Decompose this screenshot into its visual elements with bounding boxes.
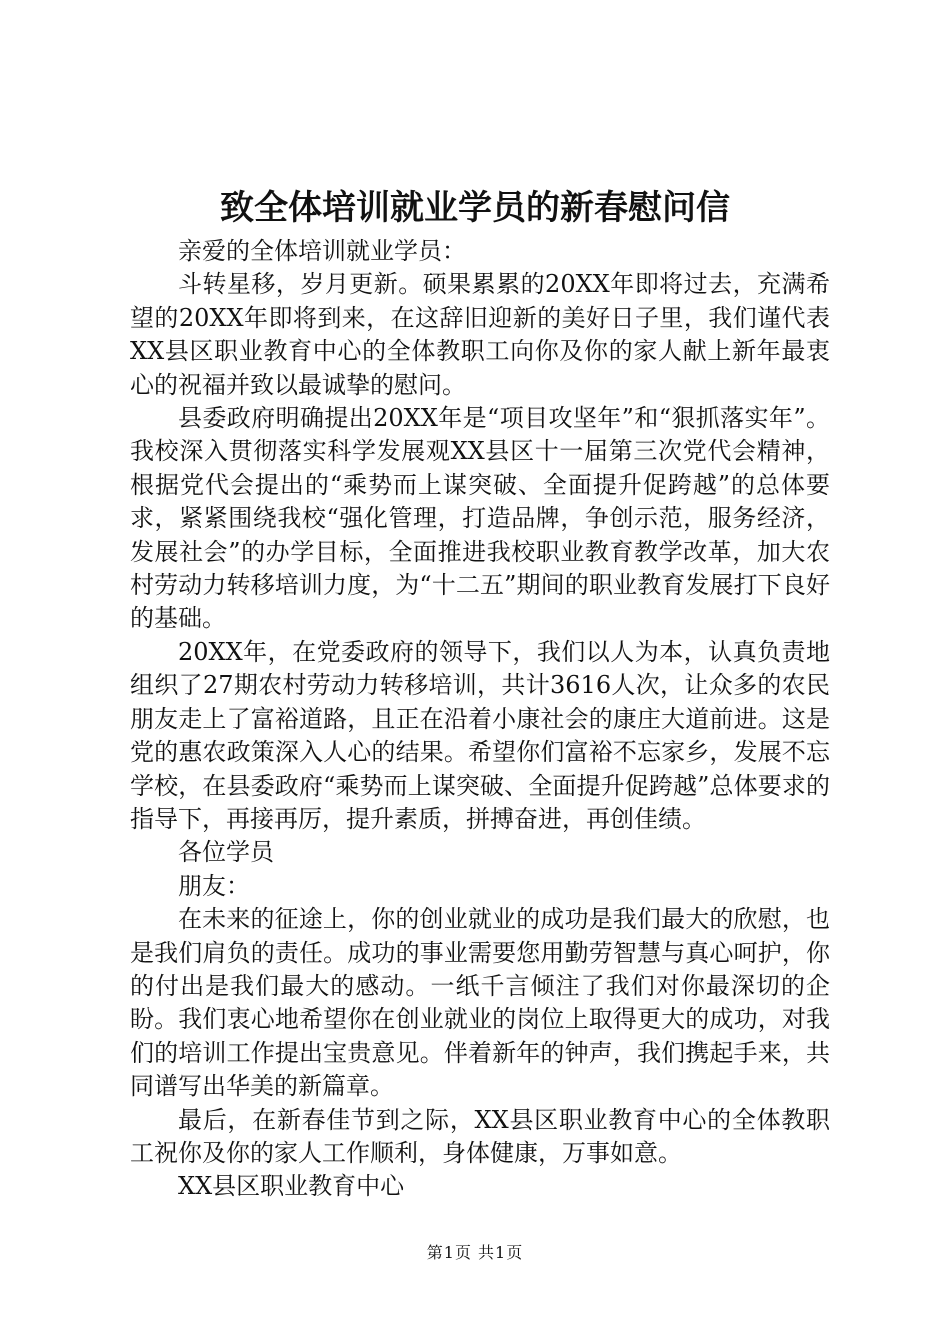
- signature: XX县区职业教育中心: [178, 1172, 405, 1201]
- page-number: 第1页 共1页: [426, 1243, 524, 1262]
- paragraph-achievements: 20XX年，在党委政府的领导下，我们以人为本，认真负责地组织了27期农村劳动力转移培训，共计3616人次，让众多的农民朋友走上了富裕道路，且正在沿着小康社会的康庄大道前进。这是党的惠农政策深入人心的结果。希望你们富裕不忘家乡，发展不忘学校，在县委政府“乘势而上谋突破、全面提升促跨越”总体要求的指导下，再接再厉，提升素质，拼搏奋进，再创佳绩。: [130, 637, 830, 833]
- paragraph-closing: 最后，在新春佳节到之际，XX县区职业教育中心的全体教职工祝你及你的家人工作顺利，身体健康，万事如意。: [130, 1105, 830, 1167]
- document-title: 致全体培训就业学员的新春慰问信: [220, 188, 730, 228]
- salutation: 亲爱的全体培训就业学员：: [178, 237, 466, 265]
- paragraph-future: 在未来的征途上，你的创业就业的成功是我们最大的欣慰，也是我们肩负的责任。成功的事业需要您用勤劳智慧与真心呵护，你的付出是我们最大的感动。一纸千言倾注了我们对你最深切的企盼。我们衷心地希望你在创业就业的岗位上取得更大的成功，对我们的培训工作提出宝贵意见。伴着新年的钟声，我们携起手来，共同谱写出华美的新篇章。: [130, 905, 830, 1101]
- paragraph-greeting: 斗转星移，岁月更新。硕果累累的20XX年即将过去，充满希望的20XX年即将到来，在这辞旧迎新的美好日子里，我们谨代表XX县区职业教育中心的全体教职工向你及你的家人献上新年最衷心的祝福并致以最诚挚的慰问。: [130, 270, 830, 399]
- letter-body: [130, 235, 830, 1204]
- paragraph-policy: 县委政府明确提出20XX年是“项目攻坚年”和“狠抓落实年”。我校深入贯彻落实科学发展观XX县区十一届第三次党代会精神，根据党代会提出的“乘势而上谋突破、全面提升促跨越”的总体要求，紧紧围绕我校“强化管理，打造品牌，争创示范，服务经济，发展社会”的办学目标，全面推进我校职业教育教学改革，加大农村劳动力转移培训力度，为“十二五”期间的职业教育发展打下良好的基础。: [130, 404, 830, 633]
- address-line-friends: 朋友：: [178, 871, 250, 900]
- address-line-students: 各位学员: [178, 838, 274, 867]
